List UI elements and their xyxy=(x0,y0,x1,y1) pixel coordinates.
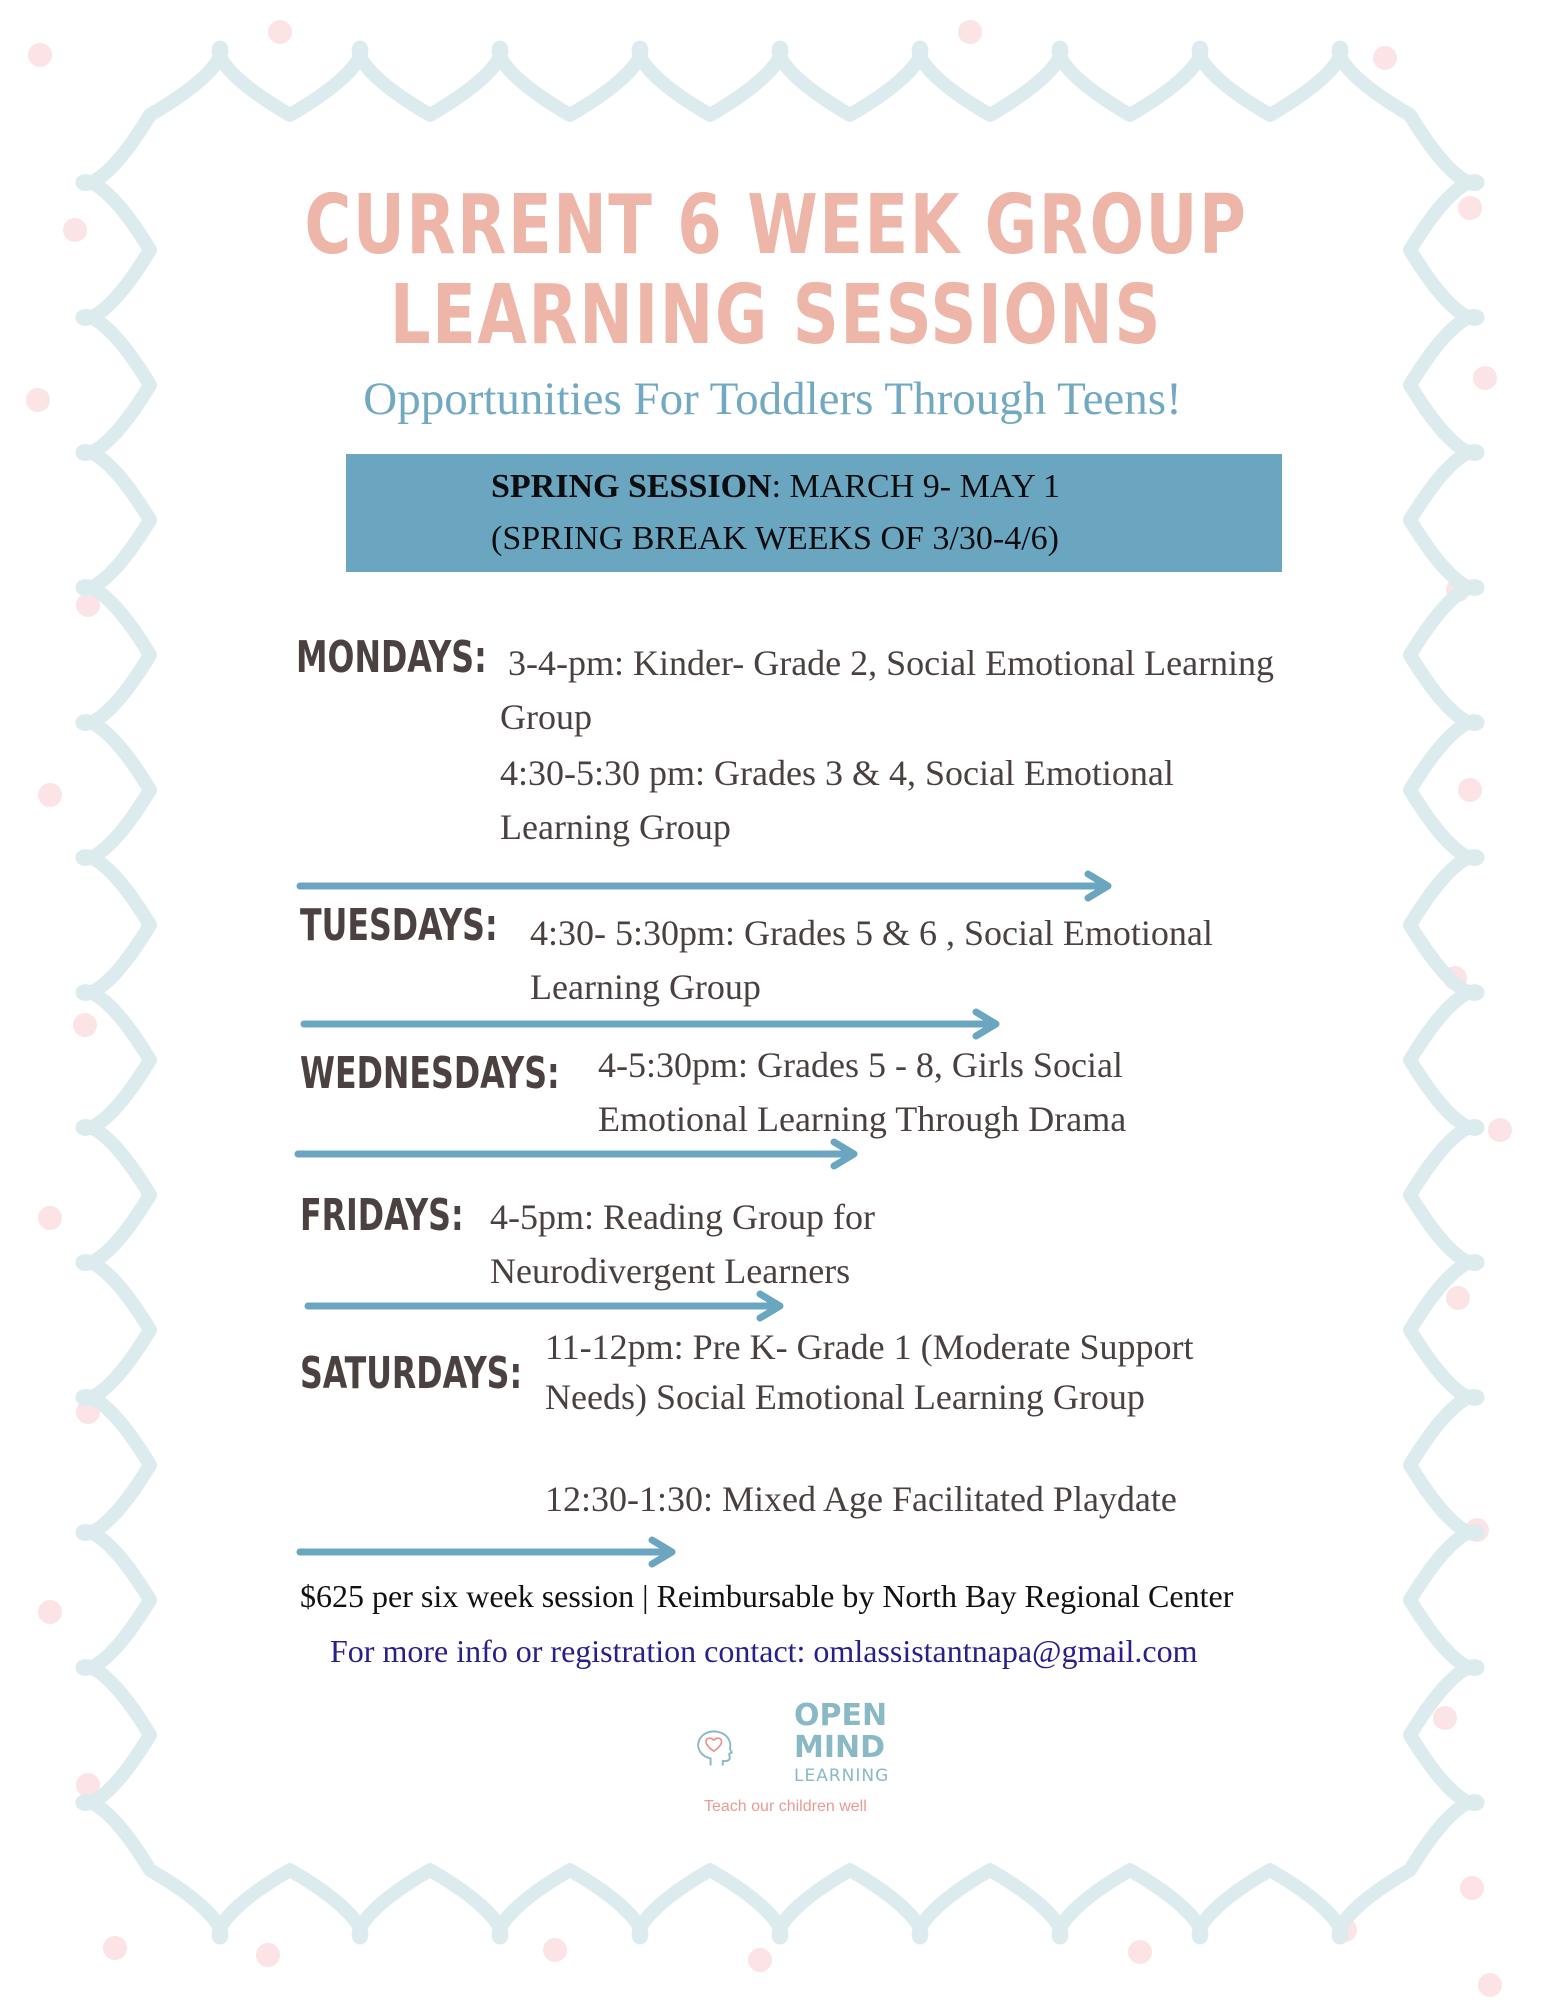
decorative-dot xyxy=(1128,1940,1152,1964)
page-title-line-2: LEARNING SESSIONS xyxy=(389,268,1162,363)
decorative-dot xyxy=(28,43,52,67)
decorative-dot xyxy=(1488,1118,1512,1142)
decorative-dot xyxy=(748,1948,772,1972)
open-mind-learning-logo xyxy=(690,1700,790,1800)
decorative-dot xyxy=(1460,1876,1484,1900)
price-info: $625 per six week session | Reimbursable by North Bay Regional Center xyxy=(300,1578,1234,1614)
wednesdays-entry-1: 4-5:30pm: Grades 5 - 8, Girls Social Emotional Learning Through Drama xyxy=(598,1045,1127,1139)
contact-info[interactable]: For more info or registration contact: omlassistantnapa@gmail.com xyxy=(330,1633,1198,1669)
subtitle: Opportunities For Toddlers Through Teens! xyxy=(363,373,1182,425)
arrow-icon xyxy=(300,1008,1008,1040)
logo-text-open: OPEN xyxy=(794,1698,888,1733)
decorative-dot xyxy=(63,218,87,242)
saturdays-entry-2: 12:30-1:30: Mixed Age Facilitated Playdate xyxy=(545,1479,1177,1519)
arrow-icon xyxy=(294,1138,866,1170)
day-label-saturdays: SATURDAYS: xyxy=(300,1348,523,1399)
session-banner xyxy=(346,454,1282,572)
spring-break-note: (SPRING BREAK WEEKS OF 3/30-4/6) xyxy=(491,520,1059,557)
decorative-dot xyxy=(38,1206,62,1230)
logo-text-learning: LEARNING xyxy=(794,1766,890,1786)
session-dates-line xyxy=(346,461,1282,513)
arrow-icon xyxy=(296,870,1120,902)
decorative-dot xyxy=(38,1600,62,1624)
tuesdays-entry-1: 4:30- 5:30pm: Grades 5 & 6 , Social Emotional Learning Group xyxy=(530,913,1213,1007)
decorative-dot xyxy=(1458,778,1482,802)
decorative-dot xyxy=(1373,46,1397,70)
session-label: SPRING SESSION xyxy=(491,468,772,505)
arrow-icon xyxy=(296,1536,684,1568)
decorative-dot xyxy=(103,1936,127,1960)
decorative-dot xyxy=(1433,1706,1457,1730)
arrow-icon xyxy=(304,1290,792,1322)
session-dates: : MARCH 9- MAY 1 xyxy=(771,468,1061,505)
fridays-entry-1: 4-5pm: Reading Group for Neurodivergent Learners xyxy=(490,1197,875,1291)
decorative-dot xyxy=(1446,1286,1470,1310)
mondays-entry-2: 4:30-5:30 pm: Grades 3 & 4, Social Emotional Learning Group xyxy=(500,753,1174,847)
decorative-dot xyxy=(1458,196,1482,220)
decorative-dot xyxy=(958,20,982,44)
page-title-line-1: CURRENT 6 WEEK GROUP xyxy=(304,178,1248,273)
mondays-entry-1: 3-4-pm: Kinder- Grade 2, Social Emotional Learning Group xyxy=(500,643,1275,737)
saturdays-entry-1: 11-12pm: Pre K- Grade 1 (Moderate Support Needs) Social Emotional Learning Group xyxy=(545,1327,1194,1417)
decorative-dot xyxy=(256,1943,280,1967)
heart-head-icon xyxy=(698,1731,732,1764)
day-label-wednesdays: WEDNESDAYS: xyxy=(300,1048,560,1099)
decorative-dot xyxy=(38,783,62,807)
day-label-fridays: FRIDAYS: xyxy=(300,1190,464,1241)
decorative-dot xyxy=(268,20,292,44)
decorative-dot xyxy=(73,1013,97,1037)
logo-tagline: Teach our children well xyxy=(704,1798,867,1815)
decorative-dot xyxy=(1478,1973,1502,1997)
day-label-tuesdays: TUESDAYS: xyxy=(300,900,498,951)
day-label-mondays: MONDAYS: xyxy=(296,632,487,683)
decorative-dot xyxy=(543,1938,567,1962)
logo-text-mind: MIND xyxy=(794,1730,886,1765)
